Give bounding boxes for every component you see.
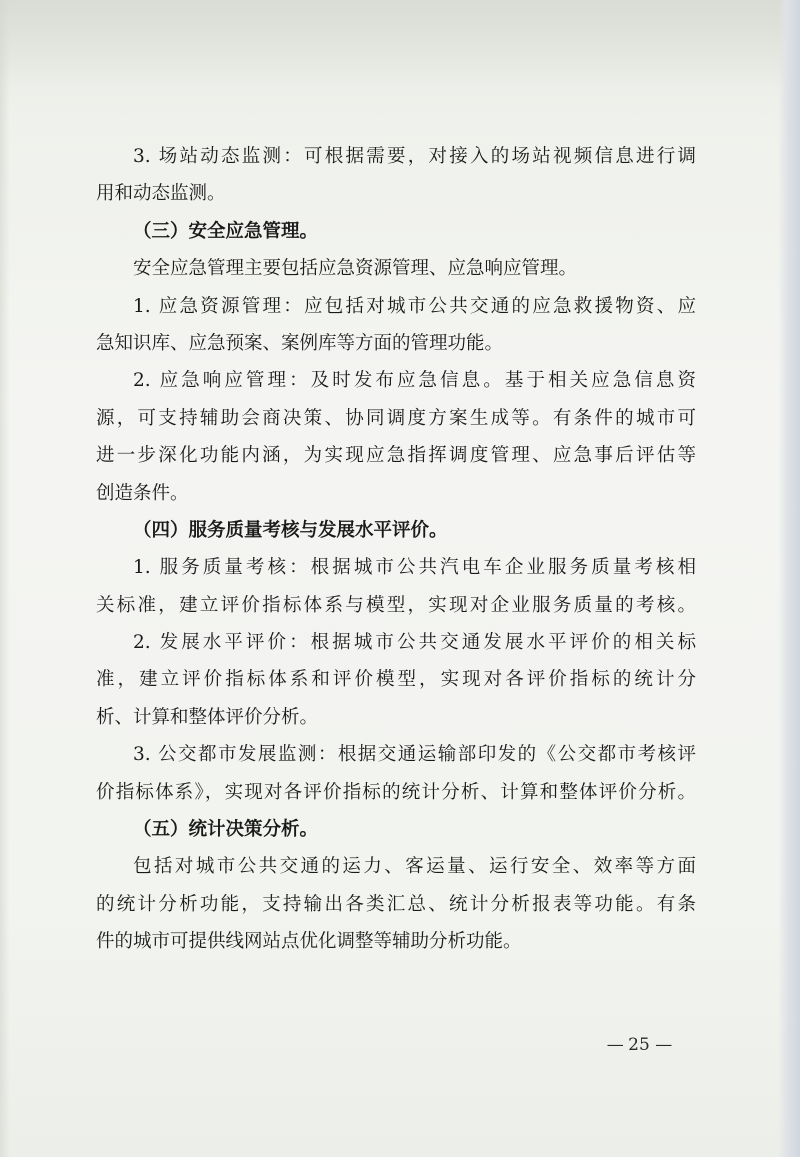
paragraph-line: 3. 场站动态监测：可根据需要，对接入的场站视频信息进行调	[133, 146, 696, 167]
page-number-dash-right: —	[655, 1035, 672, 1055]
scan-edge-right	[778, 0, 800, 1157]
paragraph-line: 2. 发展水平评价：根据城市公共交通发展水平评价的相关标	[133, 632, 696, 654]
page-number-value: 25	[628, 1035, 650, 1055]
page-number-dash-left: —	[606, 1035, 623, 1055]
paragraph-line: 安全应急管理主要包括应急资源管理、应急响应管理。	[133, 258, 578, 280]
paragraph-line: 用和动态监测。	[96, 183, 226, 205]
paragraph-line: 价指标体系》，实现对各评价指标的统计分析、计算和整体评价分析。	[96, 781, 696, 803]
paragraph-line: 3. 公交都市发展监测：根据交通运输部印发的《公交都市考核评	[133, 744, 696, 766]
paragraph-line: 源，可支持辅助会商决策、协同调度方案生成等。有条件的城市可	[96, 407, 696, 429]
section-heading: （四）服务质量考核与发展水平评价。	[133, 519, 448, 541]
paragraph-line: 急知识库、应急预案、案例库等方面的管理功能。	[96, 332, 504, 354]
paragraph-line: 进一步深化功能内涵，为实现应急指挥调度管理、应急事后评估等	[96, 445, 696, 467]
scan-shadow-top	[0, 0, 800, 90]
paragraph-line: 创造条件。	[96, 482, 189, 504]
paragraph-line: 的统计分析功能，支持输出各类汇总、统计分析报表等功能。有条	[96, 893, 696, 915]
paragraph-line: 2. 应急响应管理：及时发布应急信息。基于相关应急信息资	[133, 370, 696, 392]
section-heading: （五）统计决策分析。	[133, 819, 319, 841]
scan-shadow-left	[0, 0, 10, 1157]
paragraph-line: 1. 服务质量考核：根据城市公共汽电车企业服务质量考核相	[133, 557, 696, 579]
paragraph-line: 析、计算和整体评价分析。	[96, 706, 319, 728]
paragraph-line: 包括对城市公共交通的运力、客运量、运行安全、效率等方面	[133, 856, 696, 878]
paragraph-line: 1. 应急资源管理：应包括对城市公共交通的应急救援物资、应	[133, 295, 696, 317]
paragraph-line: 件的城市可提供线网站点优化调整等辅助分析功能。	[96, 931, 522, 953]
paragraph-line: 关标准，建立评价指标体系与模型，实现对企业服务质量的考核。	[96, 594, 696, 616]
section-heading: （三）安全应急管理。	[133, 220, 319, 242]
paragraph-line: 准，建立评价指标体系和评价模型，实现对各评价指标的统计分	[96, 669, 696, 691]
page-number	[594, 1033, 684, 1057]
document-body	[96, 138, 696, 961]
